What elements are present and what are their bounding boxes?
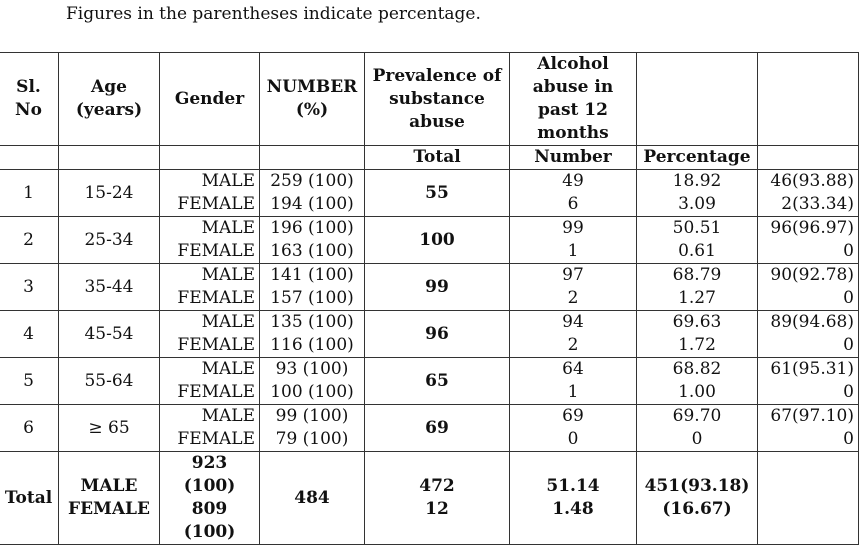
cell-number: 196 (100) 163 (100) — [260, 217, 365, 264]
cell-sl: 4 — [0, 311, 59, 358]
cell-gender: MALE FEMALE — [160, 264, 260, 311]
cell-total: 65 — [365, 358, 510, 405]
cell-sl: 6 — [0, 405, 59, 452]
cell-gender: MALE FEMALE — [160, 311, 260, 358]
cell-number: 135 (100) 116 (100) — [260, 311, 365, 358]
header-number: NUMBER (%) — [260, 53, 365, 146]
cell-age: 45-54 — [59, 311, 160, 358]
header-prevalence: Prevalence of substance abuse — [365, 53, 510, 146]
cell-extra: 67(97.10) 0 — [758, 405, 859, 452]
cell-gender: MALE FEMALE — [160, 217, 260, 264]
header-alcohol: Alcohol abuse in past 12 months — [510, 53, 637, 146]
total-number: 923 (100) 809 (100) — [160, 452, 260, 545]
cell-count: 49 6 — [510, 170, 637, 217]
cell-count: 94 2 — [510, 311, 637, 358]
header-blank-2 — [758, 53, 859, 146]
cell-sl: 1 — [0, 170, 59, 217]
cell-extra: 89(94.68) 0 — [758, 311, 859, 358]
total-percentage: 51.14 1.48 — [510, 452, 637, 545]
cell-total: 99 — [365, 264, 510, 311]
table-row — [0, 311, 859, 358]
cell-count: 97 2 — [510, 264, 637, 311]
subheader-number: Number — [510, 146, 637, 170]
cell-gender: MALE FEMALE — [160, 358, 260, 405]
cell-age: 15-24 — [59, 170, 160, 217]
cell-number: 99 (100) 79 (100) — [260, 405, 365, 452]
cell-percentage: 69.70 0 — [637, 405, 758, 452]
cell-age: ≥ 65 — [59, 405, 160, 452]
cell-percentage: 18.92 3.09 — [637, 170, 758, 217]
cell-total: 100 — [365, 217, 510, 264]
cell-extra: 46(93.88) 2(33.34) — [758, 170, 859, 217]
cell-percentage: 68.79 1.27 — [637, 264, 758, 311]
cell-total: 96 — [365, 311, 510, 358]
cell-sl: 3 — [0, 264, 59, 311]
subheader-total: Total — [365, 146, 510, 170]
cell-extra: 96(96.97) 0 — [758, 217, 859, 264]
total-extra: 451(93.18) (16.67) — [637, 452, 758, 545]
table-row — [0, 217, 859, 264]
cell-sl: 2 — [0, 217, 59, 264]
cell-total: 55 — [365, 170, 510, 217]
table-row — [0, 358, 859, 405]
subheader-empty — [59, 146, 160, 170]
cell-count: 69 0 — [510, 405, 637, 452]
cell-number: 141 (100) 157 (100) — [260, 264, 365, 311]
total-count: 472 12 — [365, 452, 510, 545]
cell-total: 69 — [365, 405, 510, 452]
subheader-empty — [260, 146, 365, 170]
cell-age: 55-64 — [59, 358, 160, 405]
cell-gender: MALE FEMALE — [160, 170, 260, 217]
table-row — [0, 170, 859, 217]
cell-extra: 61(95.31) 0 — [758, 358, 859, 405]
subheader-empty — [160, 146, 260, 170]
total-empty — [758, 452, 859, 545]
total-prevalence: 484 — [260, 452, 365, 545]
cell-number: 93 (100) 100 (100) — [260, 358, 365, 405]
subheader-row — [0, 146, 859, 170]
table-caption: Figures in the parentheses indicate percentage. — [66, 4, 481, 24]
header-age: Age (years) — [59, 53, 160, 146]
total-row — [0, 452, 859, 545]
cell-count: 99 1 — [510, 217, 637, 264]
cell-count: 64 1 — [510, 358, 637, 405]
cell-age: 35-44 — [59, 264, 160, 311]
header-sl-no: Sl. No — [0, 53, 59, 146]
header-gender: Gender — [160, 53, 260, 146]
cell-sl: 5 — [0, 358, 59, 405]
header-blank-1 — [637, 53, 758, 146]
cell-percentage: 68.82 1.00 — [637, 358, 758, 405]
data-table — [0, 52, 859, 545]
cell-percentage: 50.51 0.61 — [637, 217, 758, 264]
subheader-empty — [0, 146, 59, 170]
table-row — [0, 405, 859, 452]
table-row — [0, 264, 859, 311]
cell-age: 25-34 — [59, 217, 160, 264]
total-label: Total — [0, 452, 59, 545]
cell-percentage: 69.63 1.72 — [637, 311, 758, 358]
subheader-percentage: Percentage — [637, 146, 758, 170]
cell-number: 259 (100) 194 (100) — [260, 170, 365, 217]
cell-extra: 90(92.78) 0 — [758, 264, 859, 311]
total-gender: MALE FEMALE — [59, 452, 160, 545]
subheader-empty — [758, 146, 859, 170]
header-row — [0, 53, 859, 146]
cell-gender: MALE FEMALE — [160, 405, 260, 452]
